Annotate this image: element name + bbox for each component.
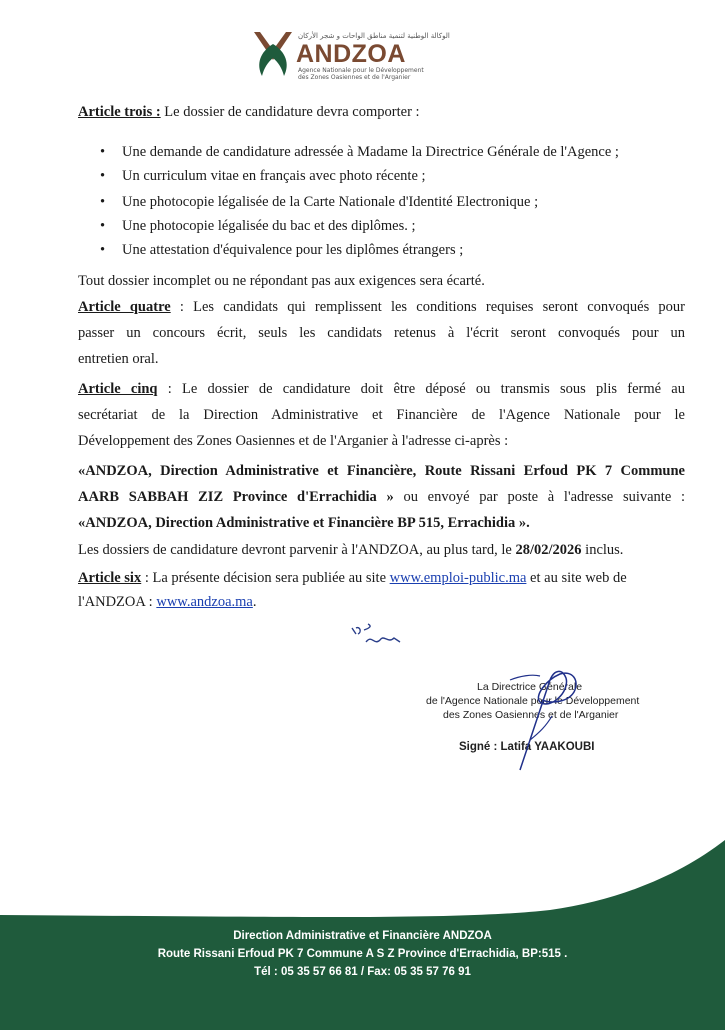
article-3-heading (78, 104, 420, 121)
emploi-public-link[interactable]: www.emploi-public.ma (389, 570, 527, 586)
list-item (100, 218, 619, 242)
article-6-line-2 (78, 594, 256, 611)
address-line-1: «ANDZOA, Direction Administrative et Financière, Route Rissani Erfoud PK 7 Commune (78, 463, 685, 479)
article-4-label: Article quatre (78, 299, 171, 315)
signatory-agency-line-2: des Zones Oasiennes et de l'Arganier (443, 709, 619, 721)
deadline-date: 28/02/2026 (515, 542, 582, 558)
list-item (100, 242, 619, 266)
article-6-line-2-suffix: . (252, 594, 257, 610)
handwritten-signature (480, 640, 590, 780)
bullet-icon: • (100, 144, 106, 160)
logo-subtitle-line-2: des Zones Oasiennes et de l'Arganier (298, 74, 411, 81)
article-5-line-2: secrétariat de la Direction Administrative et Financière de l'Agence Nationale pour le (78, 407, 685, 423)
logo-name: ANDZOA (296, 40, 406, 68)
list-item-text: Une photocopie légalisée de la Carte Nationale d'Identité Electronique ; (122, 194, 539, 210)
deadline-suffix: inclus. (581, 542, 624, 558)
article-4-line-1 (78, 299, 685, 316)
article-4-text: : Les candidats qui remplissent les conditions requises seront convoqués pour (170, 299, 686, 315)
article-6-line-2-text: l'ANDZOA : (78, 594, 157, 610)
initials-scribble (350, 620, 410, 650)
signed-by: Signé : Latifa YAAKOUBI (459, 741, 595, 753)
list-item (100, 194, 619, 218)
list-item-text: Un curriculum vitae en français avec photo récente ; (122, 168, 426, 184)
list-item (100, 168, 619, 194)
footer-address: Route Rissani Erfoud PK 7 Commune A S Z Province d'Errachidia, BP:515 . (157, 948, 568, 960)
address-line-2-bold: AARB SABBAH ZIZ Province d'Errachidia » (78, 489, 394, 505)
article-5-line-1 (78, 381, 685, 398)
address-line-3: «ANDZOA, Direction Administrative et Financière BP 515, Errachidia ». (78, 515, 530, 531)
andzoa-website-link[interactable]: www.andzoa.ma (156, 594, 253, 610)
article-5-label: Article cinq (78, 381, 158, 397)
bullet-icon: • (100, 168, 106, 184)
bullet-icon: • (100, 194, 106, 210)
article-4-line-2: passer un concours écrit, seuls les candidats retenus à l'écrit seront convoqués pour un (78, 325, 685, 341)
list-item-text: Une demande de candidature adressée à Madame la Directrice Générale de l'Agence ; (122, 144, 619, 160)
list-item-text: Une attestation d'équivalence pour les diplômes étrangers ; (122, 242, 464, 258)
article-6-text: : La présente décision sera publiée au site (141, 570, 390, 586)
list-item (100, 144, 619, 168)
deadline-line (78, 542, 623, 559)
address-line-2 (78, 489, 685, 506)
required-documents-list (100, 144, 619, 266)
andzoa-logo (250, 30, 450, 82)
article-6-line-1 (78, 570, 627, 587)
bullet-icon: • (100, 218, 106, 234)
article-6-label: Article six (78, 570, 142, 586)
logo-arabic-text: الوكالة الوطنية لتنمية مناطق الواحات و شجر الأركان (298, 32, 450, 40)
footer-line-1: Direction Administrative et Financière ANDZOA (233, 930, 492, 942)
initials-text: le SA (384, 634, 387, 635)
article-3-intro: Le dossier de candidature devra comporter : (160, 104, 420, 120)
signatory-agency-line-1: de l'Agence Nationale pour le Développement (426, 695, 640, 707)
article-5-text: : Le dossier de candidature doit être déposé ou transmis sous plis fermé au (157, 381, 685, 397)
article-6-text-mid: et au site web de (526, 570, 627, 586)
list-item-text: Une photocopie légalisée du bac et des diplômes. ; (122, 218, 416, 234)
logo-subtitle (298, 67, 424, 81)
article-3-label: Article trois : (78, 104, 161, 120)
logo-subtitle-line-1: Agence Nationale pour le Développement (298, 67, 424, 74)
signatory-title: La Directrice Générale (477, 681, 583, 693)
address-line-2-rest: ou envoyé par poste à l'adresse suivante : (393, 489, 686, 505)
article-4-line-3: entretien oral. (78, 351, 159, 367)
deadline-text: Les dossiers de candidature devront parvenir à l'ANDZOA, au plus tard, le (78, 542, 516, 558)
footer-contact: Tél : 05 35 57 66 81 / Fax: 05 35 57 76 91 (254, 966, 471, 978)
article-3-note: Tout dossier incomplet ou ne répondant pas aux exigences sera écarté. (78, 273, 485, 289)
bullet-icon: • (100, 242, 106, 258)
article-5-line-3: Développement des Zones Oasiennes et de l'Arganier à l'adresse ci-après : (78, 433, 509, 449)
andzoa-emblem-icon (250, 30, 296, 80)
